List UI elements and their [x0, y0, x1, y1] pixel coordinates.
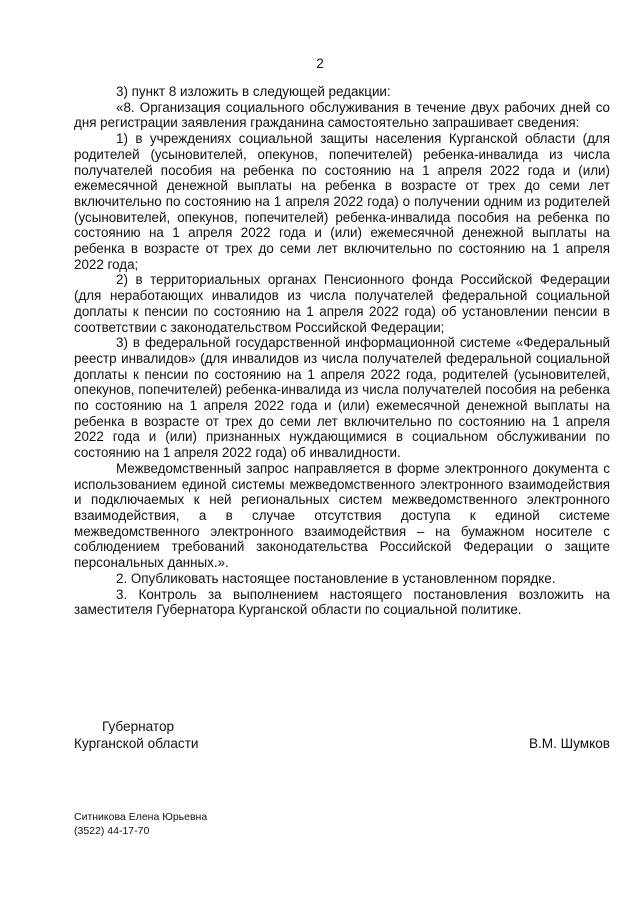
executor-block: [74, 810, 207, 838]
paragraph-interagency-request: Межведомственный запрос направляется в форме электронного документа с использованием единой системы межведомственного электронного взаимодействия и подключаемых к ней региональных систем межведомственного электронного взаимодействия, а в случае отсутствия доступа к единой системе межведомственного электронного взаимодействия – на бумажном носителе с соблюдением требований законодательства Российской Федерации о защите персональных данных.».: [74, 460, 610, 571]
paragraph-subitem-3: 3) в федеральной государственной информационной системе «Федеральный реестр инвалидов» (для инвалидов из числа получателей федеральной социальной доплаты к пенсии по состоянию на 1 апреля 2022 года, родителей (усыновителей, опекунов, попечителей) ребенка-инвалида из числа получателей пособия на ребенка по состоянию на 1 апреля 2022 года и (или) ежемесячной денежной выплаты на ребенка в возрасте от трех до семи лет включительно по состоянию на 1 апреля 2022 года и (или) признанных нуждающимися в социальном обслуживании по состоянию на 1 апреля 2022 года) об инвалидности.: [74, 335, 610, 461]
paragraph-item-8-intro: «8. Организация социального обслуживания в течение двух рабочих дней со дня регистрации заявления гражданина самостоятельно запрашивает сведения:: [74, 99, 610, 131]
executor-phone: (3522) 44-17-70: [74, 825, 150, 837]
signatory-title-line2: Курганской области: [74, 736, 199, 751]
paragraph-control: 3. Контроль за выполнением настоящего постановления возложить на заместителя Губернатора Курганской области по социальной политике.: [74, 586, 610, 618]
page-number: 2: [316, 56, 324, 71]
signatory-title: [74, 718, 224, 752]
paragraph-subitem-2: 2) в территориальных органах Пенсионного фонда Российской Федерации (для неработающих инвалидов из числа получателей федеральной социальной доплаты к пенсии по состоянию на 1 апреля 2022 года) об установлении пенсии в соответствии с законодательством Российской Федерации;: [74, 272, 610, 335]
signatory-name: В.М. Шумков: [528, 736, 610, 751]
signatory-title-line1: Губернатор: [102, 719, 175, 734]
paragraph-subitem-1: 1) в учреждениях социальной защиты населения Курганской области (для родителей (усыновителей, опекунов, попечителей) ребенка-инвалида из числа получателей пособия на ребенка по состоянию на 1 апреля 2022 года и (или) ежемесячной денежной выплаты на ребенка в возрасте от трех до семи лет включительно по состоянию на 1 апреля 2022 года) о получении одним из родителей (усыновителей, опекунов, попечителей) ребенка-инвалида пособия на ребенка по состоянию на 1 апреля 2022 года и (или) ежемесячной денежной выплаты на ребенка в возрасте от трех до семи лет включительно по состоянию на 1 апреля 2022 года;: [74, 131, 610, 272]
executor-name: Ситникова Елена Юрьевна: [74, 811, 208, 823]
paragraph-publish: 2. Опубликовать настоящее постановление в установленном порядке.: [116, 570, 556, 586]
document-body: [74, 84, 610, 618]
paragraph-item-3-intro: 3) пункт 8 изложить в следующей редакции:: [116, 84, 391, 99]
